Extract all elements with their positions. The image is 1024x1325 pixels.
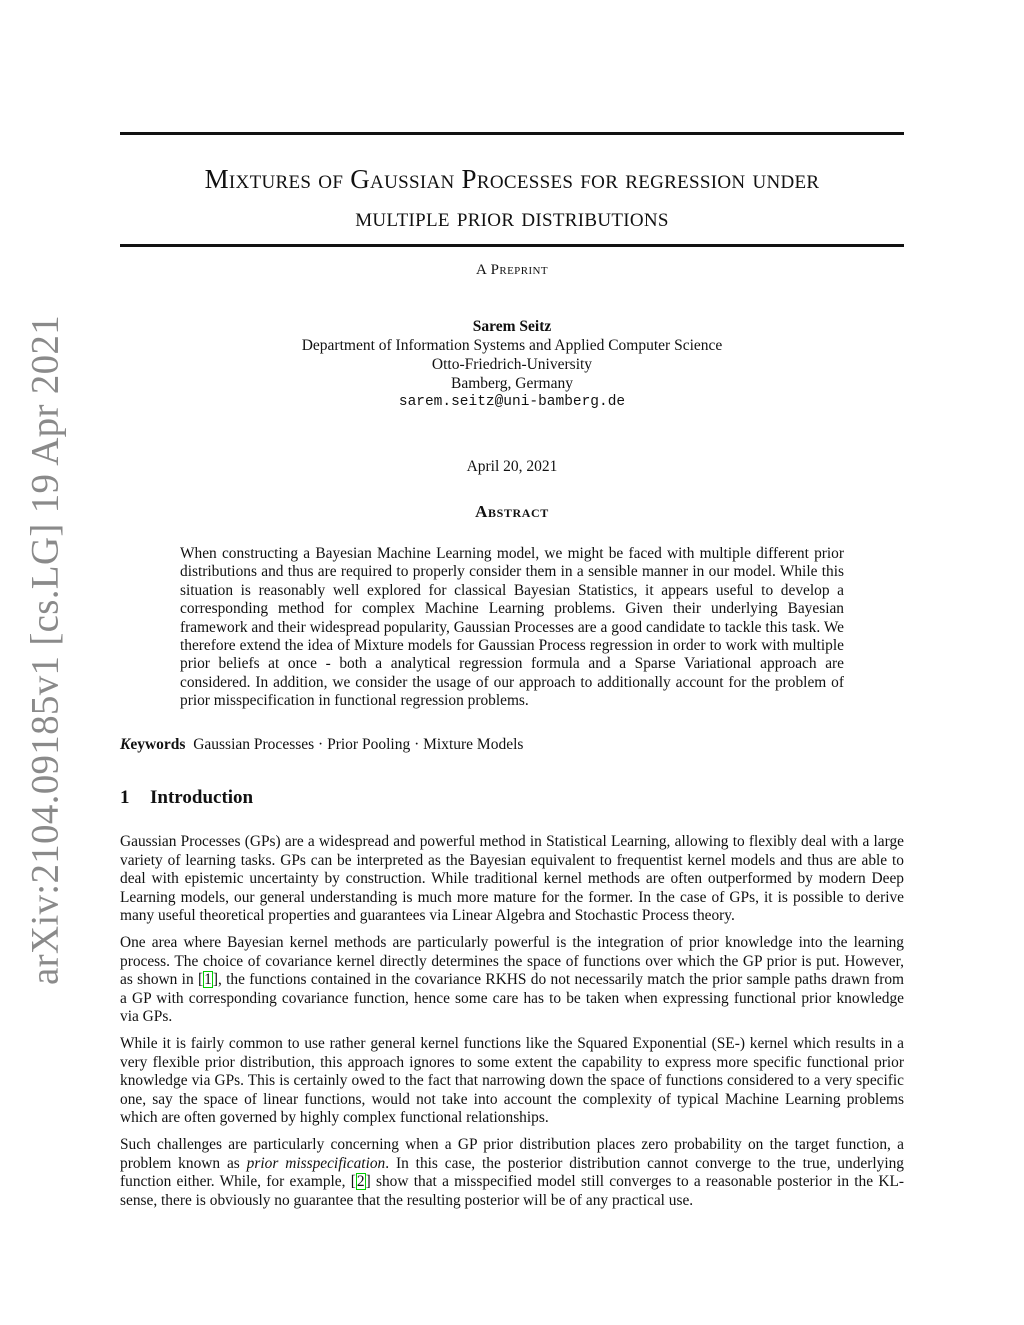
citation-link-1[interactable]: 1 — [204, 971, 212, 989]
paragraph-2-text-a: One area where Bayesian kernel methods are particularly powerful is the integration of prior knowledge into the learning process. The choice of covariance kernel directly determines the space of functions over which the GP prior is put. However, as shown in [ — [120, 933, 904, 989]
author-name: Sarem Seitz — [472, 318, 552, 335]
section-heading-introduction — [120, 787, 904, 809]
keywords-label-rest: eywords — [130, 736, 186, 753]
title-initial-g: G — [350, 164, 371, 194]
paragraph-4-text-c: ] show that a misspecified model still converges to a reasonable posterior in the KL-sense, there is obviously no guarantee that the resulting posterior will be of any practical use. — [120, 1173, 904, 1209]
title-bottom-rule — [120, 244, 904, 247]
author-department: Department of Information Systems and Applied Computer Science — [301, 337, 723, 354]
term-prior-misspecification: prior misspecification — [246, 1154, 386, 1172]
title-line-1 — [120, 160, 904, 198]
paragraph-4-text-b: . In this case, the posterior distribution cannot converge to the true, underlying function either. While, for example, [ — [120, 1154, 904, 1191]
paper-date: April 20, 2021 — [466, 458, 558, 475]
title-word-mixtures: ixtures of — [228, 164, 351, 194]
keywords-list: Gaussian Processes · Prior Pooling · Mixture Models — [193, 736, 524, 753]
section-number: 1 — [120, 787, 130, 808]
author-block — [120, 317, 904, 412]
paragraph-1: Gaussian Processes (GPs) are a widespread and powerful method in Statistical Learning, allowing to flexibly deal with a large variety of learning tasks. GPs can be interpreted as the Bayesian equivalent to frequentist kernel models and thus are able to deal with epistemic uncertainty by construction. While traditional kernel methods are often outperformed by modern Deep Learning models, our general understanding is much more mature for the former. In the case of GPs, it is possible to derive many useful theoretical properties and guarantees via Linear Algebra and Stochastic Process theory. — [120, 833, 904, 925]
title-word-processes: rocesses for regression under — [476, 164, 820, 194]
abstract-text: When constructing a Bayesian Machine Learning model, we might be faced with multiple different prior distributions and thus are required to properly consider them in a sensible manner in our model. While this situation is reasonably well explored for classical Bayesian Statistics, it appears useful to develop a corresponding method for complex Machine Learning problems. Given their underlying Bayesian framework and their widespread popularity, Gaussian Processes are a good candidate to tackle this task. We therefore extend the idea of Mixture models for Gaussian Process regression in order to work with multiple prior beliefs at once - both a analytical regression formula and a Sparse Variational approach are considered. In addition, we consider the usage of our approach to additionally account for the problem of prior misspecification in functional regression problems. — [180, 545, 844, 710]
author-location: Bamberg, Germany — [451, 375, 573, 392]
title-line-2: multiple prior distributions — [355, 202, 669, 232]
keywords-label — [120, 736, 185, 753]
keywords-label-initial: K — [120, 736, 131, 753]
title-top-rule — [120, 132, 904, 135]
paragraph-2-text-b: ], the functions contained in the covariance RKHS do not necessarily match the prior sample paths drawn from a GP with corresponding covariance function, hence some care has to be taken when expressing functional prior knowledge via GPs. — [120, 971, 904, 1026]
title-word-gaussian: aussian — [370, 164, 462, 194]
citation-link-2[interactable]: 2 — [356, 1173, 365, 1191]
paragraph-4 — [120, 1136, 904, 1210]
title-initial-m: M — [204, 164, 229, 194]
keywords-line — [120, 736, 904, 754]
author-email[interactable]: sarem.seitz@uni-bamberg.de — [398, 394, 626, 410]
preprint-label: A Preprint — [476, 262, 548, 278]
section-title: Introduction — [150, 787, 254, 808]
paper-title — [120, 160, 904, 236]
paragraph-4-text-a: Such challenges are particularly concerning when a GP prior distribution places zero probability on the target function, a problem known as — [120, 1135, 904, 1172]
title-initial-p: P — [461, 164, 477, 194]
author-university: Otto-Friedrich-University — [431, 356, 593, 373]
paragraph-3: While it is fairly common to use rather general kernel functions like the Squared Exponential (SE-) kernel which results in a very flexible prior distribution, this approach ignores to some extent the capability to express more specific functional prior knowledge via GPs. This is certainly owed to the fact that narrowing down the space of functions considered to a very specific one, say the space of linear functions, would not take into account the complexity of typical Machine Learning problems which are often governed by highly complex functional relationships. — [120, 1034, 904, 1127]
paragraph-2 — [120, 934, 904, 1027]
introduction-body — [120, 833, 904, 1218]
abstract-heading: Abstract — [475, 502, 549, 521]
arxiv-side-stamp: arXiv:2104.09185v1 [cs.LG] 19 Apr 2021 — [23, 315, 67, 985]
